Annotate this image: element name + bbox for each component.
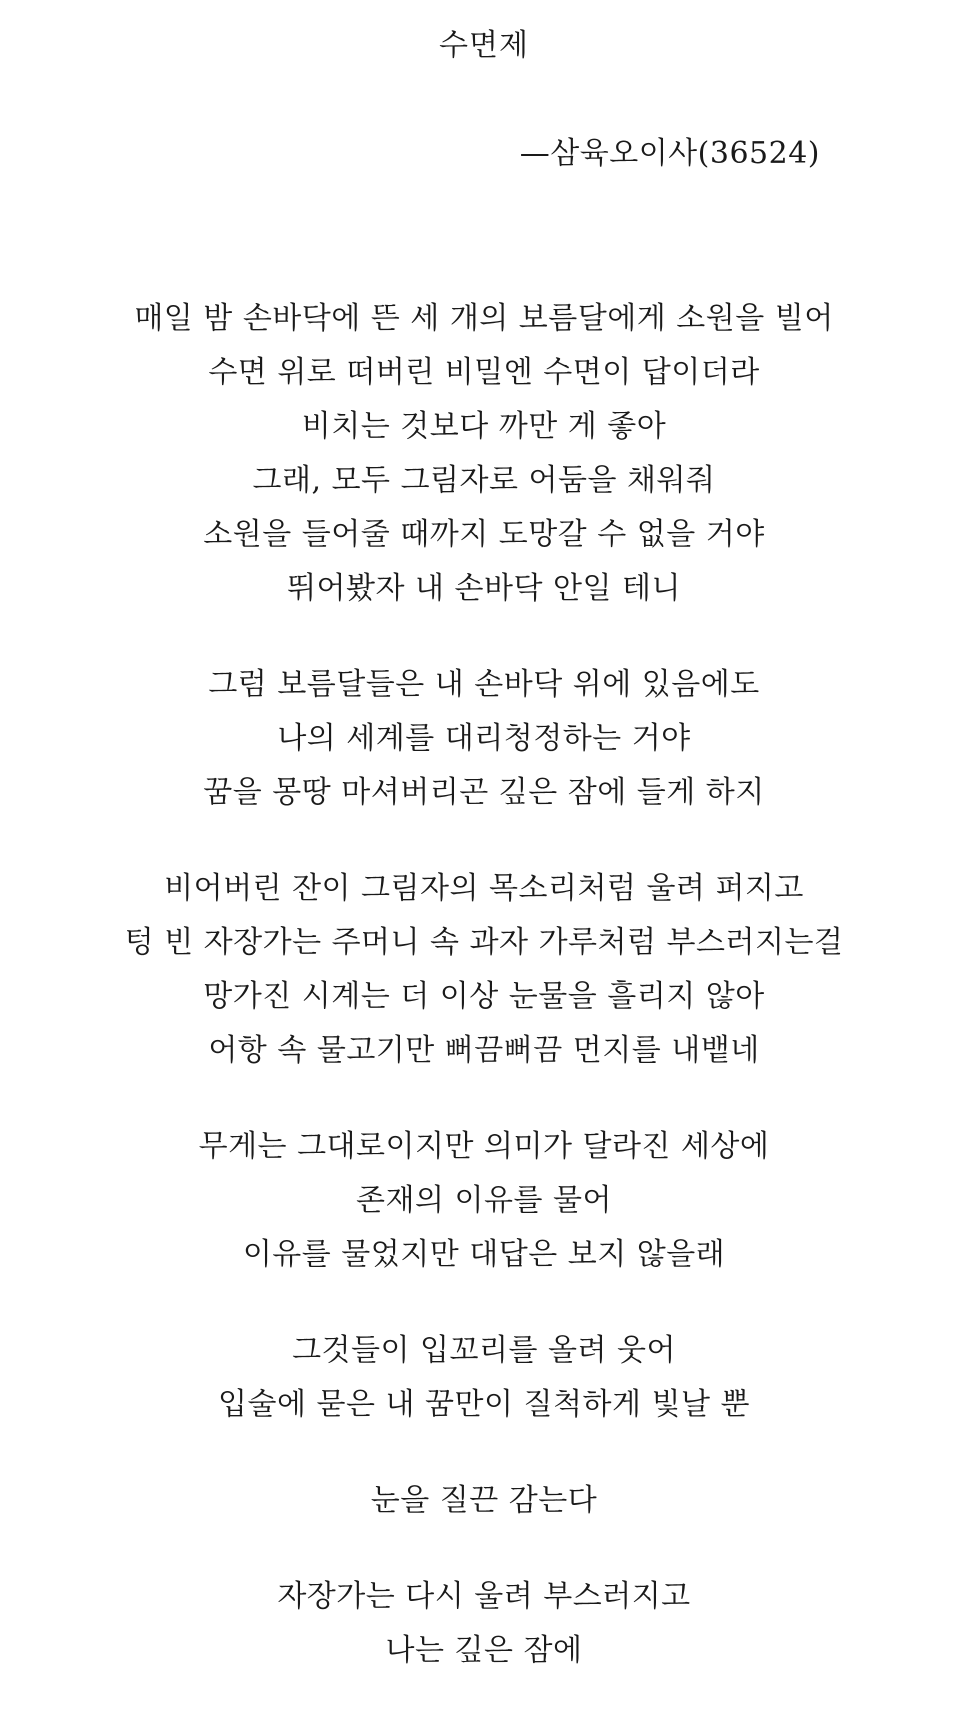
poem-line: 비치는 것보다 까만 게 좋아: [301, 409, 667, 444]
poem-line: 그것들이 입꼬리를 올려 웃어: [292, 1333, 676, 1368]
poem-line: 입술에 묻은 내 꿈만이 질척하게 빛날 뿐: [218, 1387, 750, 1422]
poem-line: 이유를 물었지만 대답은 보지 않을래: [242, 1237, 726, 1272]
poem-body: [0, 292, 968, 1720]
poem-line: 무게는 그대로이지만 의미가 달라진 세상에: [198, 1129, 770, 1164]
poem-line: 망가진 시계는 더 이상 눈물을 흘리지 않아: [203, 979, 765, 1014]
poem-stanza: [0, 1120, 968, 1282]
poem-line: 눈을 질끈 감는다: [370, 1483, 598, 1518]
poem-line: 소원을 들어줄 때까지 도망갈 수 없을 거야: [203, 517, 765, 552]
poem-stanza: [0, 1474, 968, 1528]
poem-stanza: [0, 658, 968, 820]
poem-line: 수면 위로 떠버린 비밀엔 수면이 답이더라: [208, 355, 760, 390]
poem-line: 자장가는 다시 울려 부스러지고: [277, 1579, 691, 1614]
poem-line: 그럼 보름달들은 내 손바닥 위에 있음에도: [208, 667, 760, 702]
poem-line: 뛰어봤자 내 손바닥 안일 테니: [287, 571, 681, 606]
poem-author: —삼육오이사(36524): [519, 136, 820, 171]
poem-stanza: [0, 1570, 968, 1678]
poem-line: 존재의 이유를 물어: [356, 1183, 612, 1218]
poem-stanza: [0, 1324, 968, 1432]
poem-line: 그래, 모두 그림자로 어둠을 채워줘: [252, 463, 716, 498]
poem-line: 텅 빈 자장가는 주머니 속 과자 가루처럼 부스러지는걸: [124, 925, 844, 960]
poem-line: 나의 세계를 대리청정하는 거야: [277, 721, 691, 756]
poem-line: 매일 밤 손바닥에 뜬 세 개의 보름달에게 소원을 빌어: [134, 301, 834, 336]
poem-stanza: [0, 292, 968, 616]
poem-line: 비어버린 잔이 그림자의 목소리처럼 울려 퍼지고: [164, 871, 804, 906]
poem-line: 꿈을 몽땅 마셔버리곤 깊은 잠에 들게 하지: [203, 775, 765, 810]
poem-line: 나는 깊은 잠에: [385, 1633, 583, 1668]
poem-title: 수면제: [439, 28, 529, 63]
poem-line: 어항 속 물고기만 뻐끔뻐끔 먼지를 내뱉네: [208, 1033, 760, 1068]
poem-stanza: [0, 862, 968, 1078]
